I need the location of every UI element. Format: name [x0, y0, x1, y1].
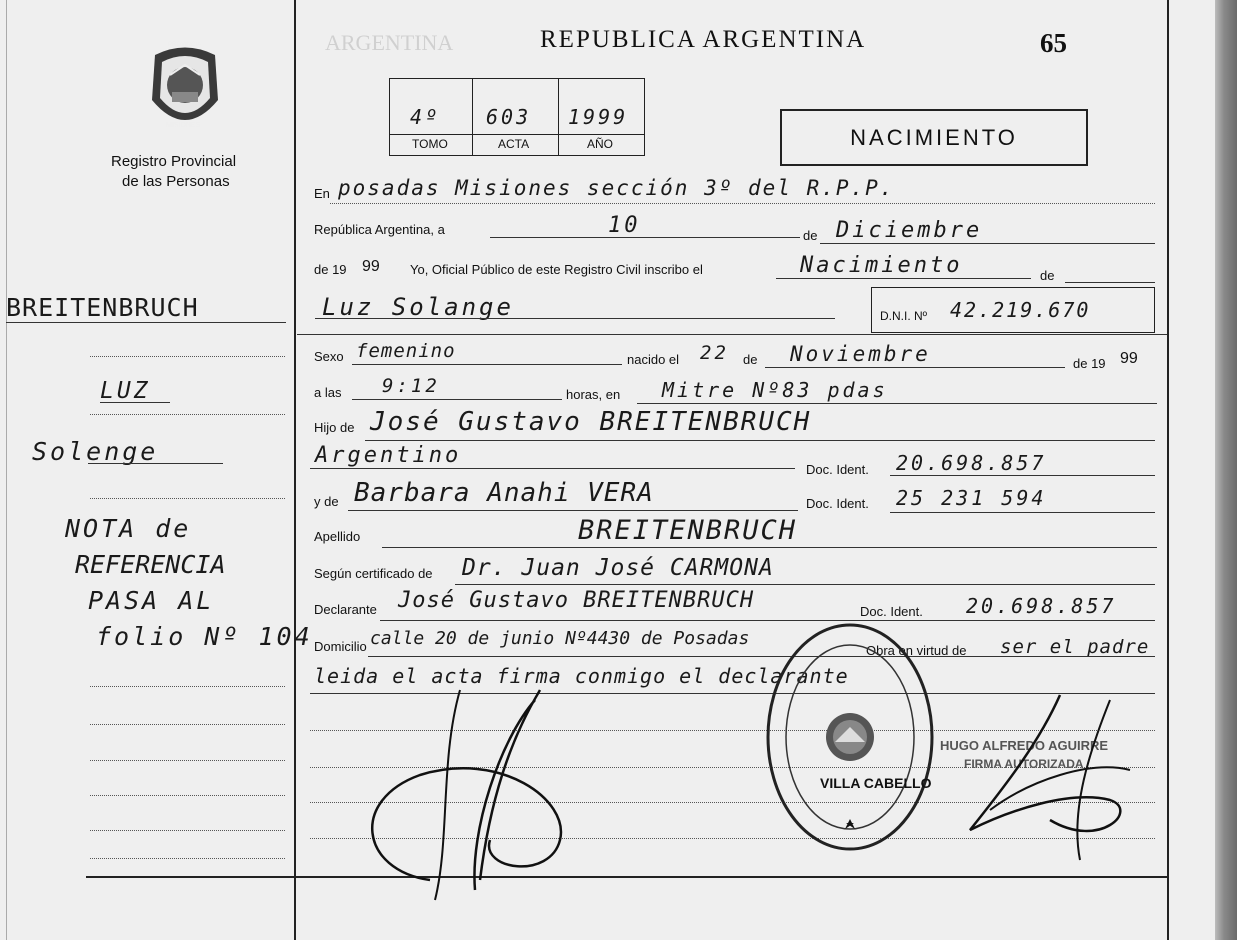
anio-suffix: 99 [362, 258, 380, 275]
margin-line [90, 858, 285, 859]
declarante-doc: 20.698.857 [966, 594, 1117, 618]
dia-value: 10 [608, 213, 641, 238]
stamp-inner-text: VILLA CABELLO [820, 775, 932, 791]
inscribo-label: Yo, Oficial Público de este Registro Civil inscribo el [410, 262, 703, 277]
padre-value: José Gustavo BREITENBRUCH [370, 407, 812, 437]
padre-doc: 20.698.857 [896, 451, 1047, 475]
en-value: posadas Misiones sección 3º del R.P.P. [338, 176, 895, 200]
margin-line [90, 795, 285, 796]
dni-value: 42.219.670 [950, 298, 1091, 322]
margin-line [90, 356, 285, 357]
form-line [380, 620, 1155, 621]
segun-label: Según certificado de [314, 566, 433, 581]
acta-value: 603 [486, 105, 532, 129]
official-stamp-icon [765, 622, 935, 852]
seal-bottom-label: MISIONES [166, 122, 201, 129]
signature-stamp-line1: HUGO ALFREDO AGUIRRE [940, 738, 1109, 753]
nacido-anio-prefix: de 19 [1073, 356, 1106, 371]
form-line [297, 334, 1167, 335]
document-type-box: NACIMIENTO [780, 109, 1088, 166]
form-line [890, 512, 1155, 513]
domicilio-value: calle 20 de junio Nº4430 de Posadas [370, 628, 750, 649]
form-line [490, 237, 800, 238]
signature-stamp-line2: FIRMA AUTORIZADA [964, 757, 1084, 771]
bottom-rule [86, 876, 1168, 878]
seal-top-label: PROVINCIA [168, 42, 202, 48]
doc-ident-label-2: Doc. Ident. [806, 496, 869, 511]
page-number: 65 [1040, 28, 1067, 58]
obra-label: Obra en virtud de [866, 643, 967, 658]
mes-value: Diciembre [836, 218, 983, 243]
tomo-value: 4º [410, 105, 441, 129]
tomo-label: TOMO [412, 137, 448, 151]
margin-note-line1: NOTA de [65, 514, 192, 543]
margin-divider [294, 0, 296, 940]
bleed-through: ARGENTINA [325, 30, 454, 55]
form-line [637, 403, 1157, 404]
margin-note-line3: PASA AL [88, 586, 215, 615]
nacido-mes: Noviembre [790, 342, 931, 366]
nacido-anio: 99 [1120, 350, 1138, 367]
sexo-value: femenino [356, 340, 456, 362]
horas-label: horas, en [566, 387, 621, 402]
nombre-value: Luz Solange [322, 293, 514, 321]
apellido-label: Apellido [314, 529, 361, 544]
lugar-value: Mitre Nº83 pdas [662, 378, 888, 402]
form-line [765, 367, 1065, 368]
form-line [455, 584, 1155, 585]
page-title: REPUBLICA ARGENTINA [540, 26, 867, 53]
margin-line [90, 830, 285, 831]
margin-line [100, 402, 170, 403]
form-line [820, 243, 1155, 244]
nacido-label: nacido el [627, 352, 680, 367]
doc-ident-label-1: Doc. Ident. [806, 462, 869, 477]
anio-prefix: de 19 [314, 262, 347, 277]
margin-surname: BREITENBRUCH [6, 293, 199, 322]
anio-label: AÑO [587, 137, 614, 151]
form-line [348, 510, 798, 511]
leida-value: leida el acta firma conmigo el declarante [314, 664, 849, 688]
margin-line [90, 414, 285, 415]
doc-ident-label-3: Doc. Ident. [860, 604, 923, 619]
form-line [330, 203, 1155, 204]
form-line [352, 364, 622, 365]
form-line [1065, 282, 1155, 283]
de-label: de [803, 228, 818, 243]
form-line [365, 440, 1155, 441]
alas-value: 9:12 [382, 375, 440, 397]
inscribo-suffix: de [1040, 268, 1055, 283]
madre-doc: 25 231 594 [896, 486, 1047, 510]
nacido-dia: 22 [700, 342, 729, 364]
form-line [315, 318, 835, 319]
page-edge [1215, 0, 1237, 940]
form-line [890, 475, 1155, 476]
inscribo-value: Nacimiento [800, 253, 963, 278]
segun-value: Dr. Juan José CARMONA [462, 555, 774, 581]
declarant-signature [340, 680, 600, 910]
madre-value: Barbara Anahi VERA [354, 478, 654, 508]
margin-line [90, 724, 285, 725]
form-line [776, 278, 1031, 279]
dni-label: D.N.I. Nº [880, 309, 928, 323]
domicilio-label: Domicilio [314, 639, 367, 654]
hijo-label: Hijo de [314, 420, 355, 435]
registry-name-line2: de las Personas [122, 173, 230, 190]
margin-note-line2: REFERENCIA [75, 550, 226, 579]
left-fold [6, 0, 7, 940]
yde-label: y de [314, 494, 339, 509]
alas-label: a las [314, 385, 342, 400]
form-line [310, 468, 795, 469]
sexo-label: Sexo [314, 349, 344, 364]
anio-value: 1999 [568, 105, 629, 129]
margin-note-line4: folio Nº 104 [96, 622, 313, 651]
padre-nacionalidad: Argentino [315, 443, 462, 468]
margin-line [90, 498, 285, 499]
margin-line [88, 463, 223, 464]
official-signature [950, 690, 1150, 870]
form-line [382, 547, 1157, 548]
form-line [352, 399, 562, 400]
margin-name2: Solenge [32, 437, 159, 466]
margin-line [90, 760, 285, 761]
acta-label: ACTA [498, 137, 530, 151]
obra-value: ser el padre [1000, 636, 1150, 658]
registry-name-line1: Registro Provincial [111, 153, 237, 170]
margin-line [6, 322, 286, 323]
margin-name1: LUZ [100, 378, 151, 404]
republica-label: República Argentina, a [314, 222, 445, 237]
nacido-de: de [743, 352, 758, 367]
declarante-label: Declarante [314, 602, 377, 617]
margin-line [90, 686, 285, 687]
apellido-value: BREITENBRUCH [578, 515, 798, 546]
declarante-value: José Gustavo BREITENBRUCH [398, 588, 755, 613]
right-border [1167, 0, 1169, 940]
form-line [368, 656, 1155, 657]
en-label: En [314, 186, 330, 201]
